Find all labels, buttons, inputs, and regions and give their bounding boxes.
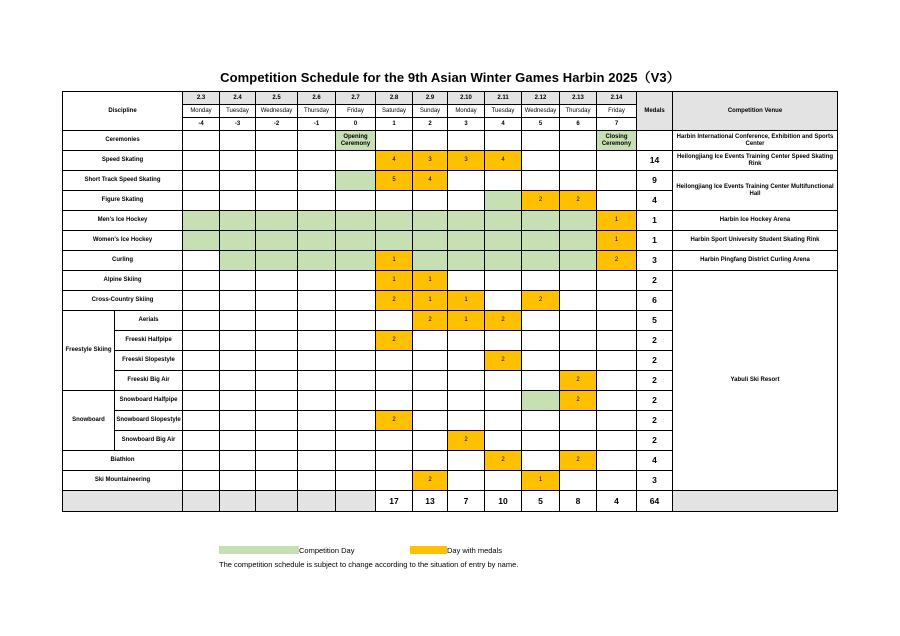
header-day-number: 5	[522, 118, 560, 131]
group-freestyle-skiing: Freestyle Skiing	[63, 311, 115, 391]
competition-day-cell	[560, 251, 597, 271]
competition-day-cell	[522, 391, 560, 411]
group-snowboard: Snowboard	[63, 391, 115, 451]
header-date: 2.9	[413, 92, 448, 105]
medal-cell: 2	[376, 291, 413, 311]
day-total: 13	[413, 491, 448, 512]
medal-cell: 2	[485, 311, 522, 331]
event-name: Snowboard Halfpipe	[115, 391, 183, 411]
medal-total: 3	[637, 471, 673, 491]
header-weekday: Tuesday	[220, 105, 256, 118]
day-total: 5	[522, 491, 560, 512]
totals-row	[63, 491, 838, 512]
event-name: Snowboard Big Air	[115, 431, 183, 451]
medal-total: 1	[637, 211, 673, 231]
header-date: 2.10	[448, 92, 485, 105]
venue-cell: Harbin International Conference, Exhibition and Sports Center	[673, 131, 838, 151]
opening-ceremony-cell: Opening Ceremony	[336, 131, 376, 151]
medal-total: 5	[637, 311, 673, 331]
table-row	[63, 151, 838, 171]
discipline-name: Biathlon	[63, 451, 183, 471]
competition-day-cell	[220, 211, 256, 231]
header-weekday: Wednesday	[256, 105, 298, 118]
header-date: 2.7	[336, 92, 376, 105]
medal-cell: 3	[413, 151, 448, 171]
header-date: 2.11	[485, 92, 522, 105]
venue-cell: Yabuli Ski Resort	[673, 271, 838, 491]
header-date: 2.13	[560, 92, 597, 105]
table-row	[63, 231, 838, 251]
medal-total: 4	[637, 451, 673, 471]
header-date: 2.8	[376, 92, 413, 105]
medal-cell: 2	[376, 331, 413, 351]
medal-cell: 4	[413, 171, 448, 191]
competition-day-cell	[336, 251, 376, 271]
competition-day-cell	[413, 231, 448, 251]
medal-cell: 2	[560, 371, 597, 391]
medal-cell: 1	[448, 311, 485, 331]
medal-total: 1	[637, 231, 673, 251]
header-day-number: 1	[376, 118, 413, 131]
table-row	[63, 251, 838, 271]
header-venue: Competition Venue	[673, 92, 838, 131]
day-total: 7	[448, 491, 485, 512]
header-date: 2.6	[298, 92, 336, 105]
header-day-number: -3	[220, 118, 256, 131]
event-name: Freeski Slopestyle	[115, 351, 183, 371]
schedule-note: The competition schedule is subject to change according to the situation of entry by name.	[219, 560, 519, 569]
competition-day-cell	[522, 251, 560, 271]
discipline-name: Ski Mountaineering	[63, 471, 183, 491]
discipline-name: Alpine Skiing	[63, 271, 183, 291]
competition-day-cell	[256, 211, 298, 231]
venue-cell: Harbin Sport University Student Skating Rink	[673, 231, 838, 251]
event-name: Aerials	[115, 311, 183, 331]
venue-cell: Harbin Pingfang District Curling Arena	[673, 251, 838, 271]
medal-cell: 2	[413, 471, 448, 491]
header-weekday: Thursday	[298, 105, 336, 118]
medal-total: 2	[637, 371, 673, 391]
competition-day-cell	[522, 211, 560, 231]
header-weekday: Tuesday	[485, 105, 522, 118]
medal-total: 14	[637, 151, 673, 171]
header-date: 2.14	[597, 92, 637, 105]
competition-day-cell	[256, 251, 298, 271]
medal-cell: 2	[448, 431, 485, 451]
medal-cell: 2	[560, 451, 597, 471]
venue-cell: Heilongjiang Ice Events Training Center Multifunctional Hall	[673, 171, 838, 211]
competition-day-cell	[485, 211, 522, 231]
event-name: Freeski Big Air	[115, 371, 183, 391]
medal-total: 9	[637, 171, 673, 191]
medal-total: 6	[637, 291, 673, 311]
medal-total: 2	[637, 271, 673, 291]
competition-day-cell	[485, 191, 522, 211]
competition-day-cell	[485, 231, 522, 251]
venue-cell: Heilongjiang Ice Events Training Center Speed Skating Rink	[673, 151, 838, 171]
discipline-name: Ceremonies	[63, 131, 183, 151]
medal-total: 2	[637, 431, 673, 451]
header-day-number: 6	[560, 118, 597, 131]
competition-day-cell	[376, 231, 413, 251]
discipline-name: Curling	[63, 251, 183, 271]
competition-day-cell	[336, 171, 376, 191]
competition-day-cell	[413, 251, 448, 271]
competition-day-cell	[298, 251, 336, 271]
discipline-name: Men's Ice Hockey	[63, 211, 183, 231]
medal-cell: 2	[560, 391, 597, 411]
medal-cell: 1	[522, 471, 560, 491]
medal-cell: 1	[413, 271, 448, 291]
table-row	[63, 211, 838, 231]
medal-cell: 1	[413, 291, 448, 311]
header-weekday: Saturday	[376, 105, 413, 118]
header-date-row	[63, 92, 838, 105]
header-weekday: Wednesday	[522, 105, 560, 118]
day-total: 17	[376, 491, 413, 512]
competition-day-cell	[183, 211, 220, 231]
header-weekday: Monday	[183, 105, 220, 118]
header-day-number: -4	[183, 118, 220, 131]
table-row	[63, 271, 838, 291]
header-medals: Medals	[637, 92, 673, 131]
medal-cell: 3	[448, 151, 485, 171]
header-weekday: Sunday	[413, 105, 448, 118]
event-name: Snowboard Slopestyle	[115, 411, 183, 431]
competition-day-cell	[448, 211, 485, 231]
competition-day-cell	[448, 251, 485, 271]
header-weekday: Monday	[448, 105, 485, 118]
competition-day-cell	[522, 231, 560, 251]
header-day-number: -1	[298, 118, 336, 131]
competition-day-cell	[413, 211, 448, 231]
discipline-name: Short Track Speed Skating	[63, 171, 183, 191]
competition-day-cell	[560, 231, 597, 251]
event-name: Freeski Halfpipe	[115, 331, 183, 351]
medal-cell: 4	[485, 151, 522, 171]
medal-cell: 2	[413, 311, 448, 331]
medal-total: 2	[637, 351, 673, 371]
grand-total: 64	[637, 491, 673, 512]
competition-day-cell	[560, 211, 597, 231]
header-discipline: Discipline	[63, 92, 183, 131]
header-day-number: 3	[448, 118, 485, 131]
medal-cell: 2	[485, 451, 522, 471]
header-date: 2.5	[256, 92, 298, 105]
medal-cell: 2	[560, 191, 597, 211]
legend-competition-swatch	[219, 546, 299, 554]
header-date: 2.3	[183, 92, 220, 105]
medal-cell: 2	[376, 411, 413, 431]
competition-day-cell	[256, 231, 298, 251]
header-day-number: 7	[597, 118, 637, 131]
discipline-name: Women's Ice Hockey	[63, 231, 183, 251]
venue-cell: Harbin Ice Hockey Arena	[673, 211, 838, 231]
competition-day-cell	[298, 231, 336, 251]
medal-cell: 2	[597, 251, 637, 271]
day-total: 8	[560, 491, 597, 512]
medal-total: 3	[637, 251, 673, 271]
medal-cell: 1	[448, 291, 485, 311]
legend-competition-label: Competition Day	[299, 546, 355, 555]
medal-cell: 5	[376, 171, 413, 191]
discipline-name: Figure Skating	[63, 191, 183, 211]
header-date: 2.4	[220, 92, 256, 105]
medal-total: 2	[637, 391, 673, 411]
legend-medal-label: Day with medals	[447, 546, 503, 555]
medal-total: 2	[637, 411, 673, 431]
header-weekday: Thursday	[560, 105, 597, 118]
competition-day-cell	[336, 211, 376, 231]
competition-day-cell	[220, 251, 256, 271]
header-day-number: -2	[256, 118, 298, 131]
medal-cell: 2	[522, 291, 560, 311]
header-date: 2.12	[522, 92, 560, 105]
medal-total: 4	[637, 191, 673, 211]
header-weekday: Friday	[597, 105, 637, 118]
competition-day-cell	[448, 231, 485, 251]
medal-cell: 1	[597, 211, 637, 231]
table-row	[63, 171, 838, 191]
discipline-name: Speed Skating	[63, 151, 183, 171]
header-day-number: 0	[336, 118, 376, 131]
competition-day-cell	[485, 251, 522, 271]
discipline-name: Cross-Country Skiing	[63, 291, 183, 311]
competition-day-cell	[336, 231, 376, 251]
medal-cell: 1	[376, 271, 413, 291]
competition-day-cell	[220, 231, 256, 251]
day-total: 10	[485, 491, 522, 512]
medal-cell: 2	[485, 351, 522, 371]
table-row	[63, 131, 838, 151]
legend-medal-swatch	[410, 546, 447, 554]
competition-day-cell	[376, 211, 413, 231]
schedule-table	[62, 91, 838, 512]
page-title: Competition Schedule for the 9th Asian Winter Games Harbin 2025（V3）	[220, 70, 680, 85]
closing-ceremony-cell: Closing Ceremony	[597, 131, 637, 151]
day-total: 4	[597, 491, 637, 512]
competition-day-cell	[183, 231, 220, 251]
medal-cell: 1	[376, 251, 413, 271]
header-day-number: 2	[413, 118, 448, 131]
medal-total: 2	[637, 331, 673, 351]
header-weekday: Friday	[336, 105, 376, 118]
header-day-number: 4	[485, 118, 522, 131]
medal-cell: 1	[597, 231, 637, 251]
medal-cell: 4	[376, 151, 413, 171]
medal-cell: 2	[522, 191, 560, 211]
competition-day-cell	[298, 211, 336, 231]
